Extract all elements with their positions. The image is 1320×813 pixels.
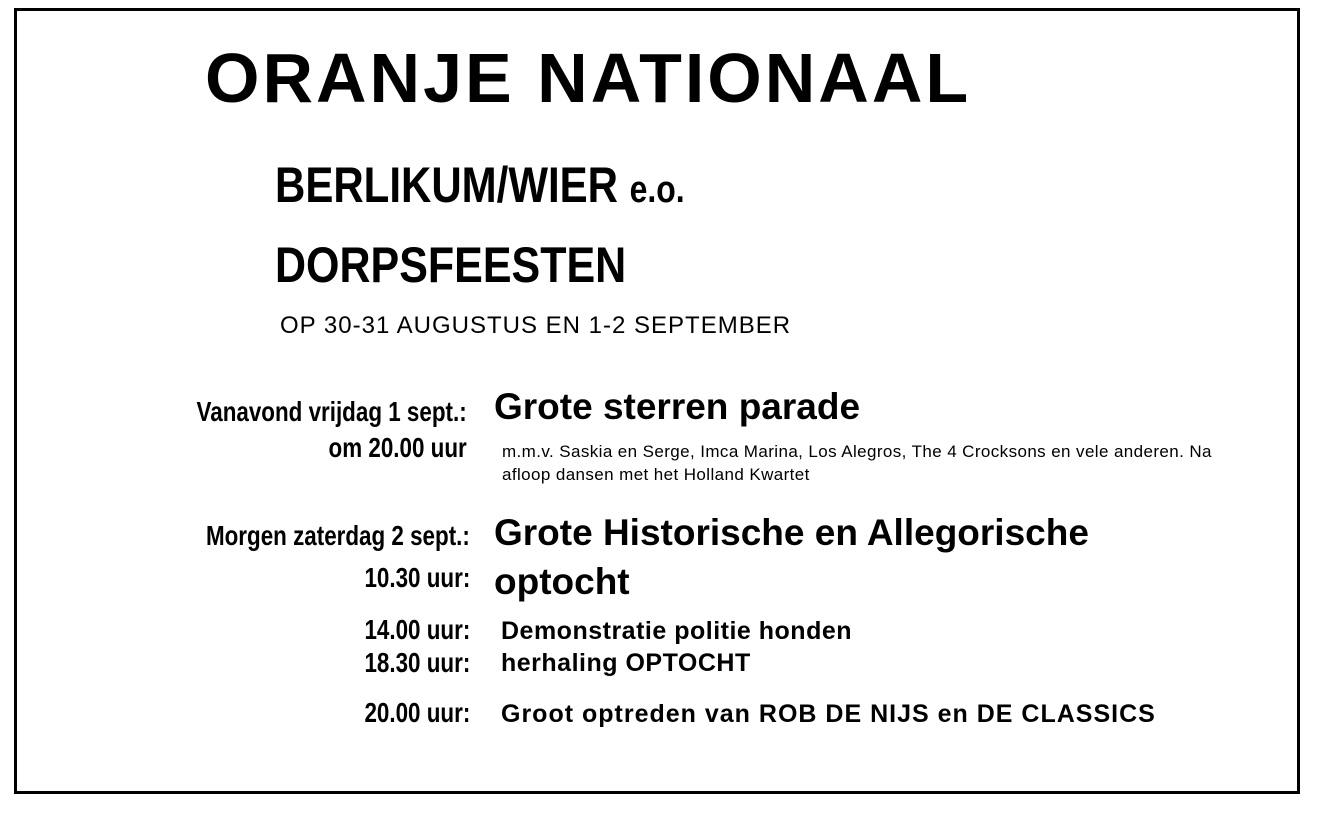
place-suffix: e.o.	[629, 169, 685, 211]
saturday-item-4: Groot optreden van ROB DE NIJS en DE CLASSICS	[501, 700, 1156, 728]
saturday-title-line-1: Grote Historische en Allegorische	[494, 512, 1089, 553]
event-dates: OP 30-31 AUGUSTUS EN 1-2 SEPTEMBER	[280, 312, 792, 339]
saturday-time-4: 20.00 uur:	[364, 697, 470, 728]
saturday-item-3: herhaling OPTOCHT	[501, 649, 751, 677]
saturday-time-3: 18.30 uur:	[364, 647, 470, 678]
saturday-time-1: 10.30 uur:	[364, 562, 470, 593]
saturday-item-2: Demonstratie politie honden	[501, 617, 853, 645]
place-name-text: BERLIKUM/WIER	[275, 157, 618, 213]
friday-details: m.m.v. Saskia en Serge, Imca Marina, Los Alegros, The 4 Crocksons en vele anderen. Na afloop dansen met het Holland Kwartet	[502, 442, 1212, 484]
friday-label: Vanavond vrijdag 1 sept.:	[196, 396, 467, 427]
ad-title: ORANJE NATIONAAL	[205, 39, 972, 117]
saturday-time-2: 14.00 uur:	[364, 614, 470, 645]
friday-title: Grote sterren parade	[494, 386, 861, 427]
event-name	[275, 236, 683, 294]
event-name-text: DORPSFEESTEN	[275, 237, 627, 293]
saturday-label: Morgen zaterdag 2 sept.:	[206, 520, 470, 551]
saturday-title-line-2: optocht	[494, 561, 630, 602]
place-name	[275, 156, 763, 219]
friday-time: om 20.00 uur	[328, 432, 467, 463]
